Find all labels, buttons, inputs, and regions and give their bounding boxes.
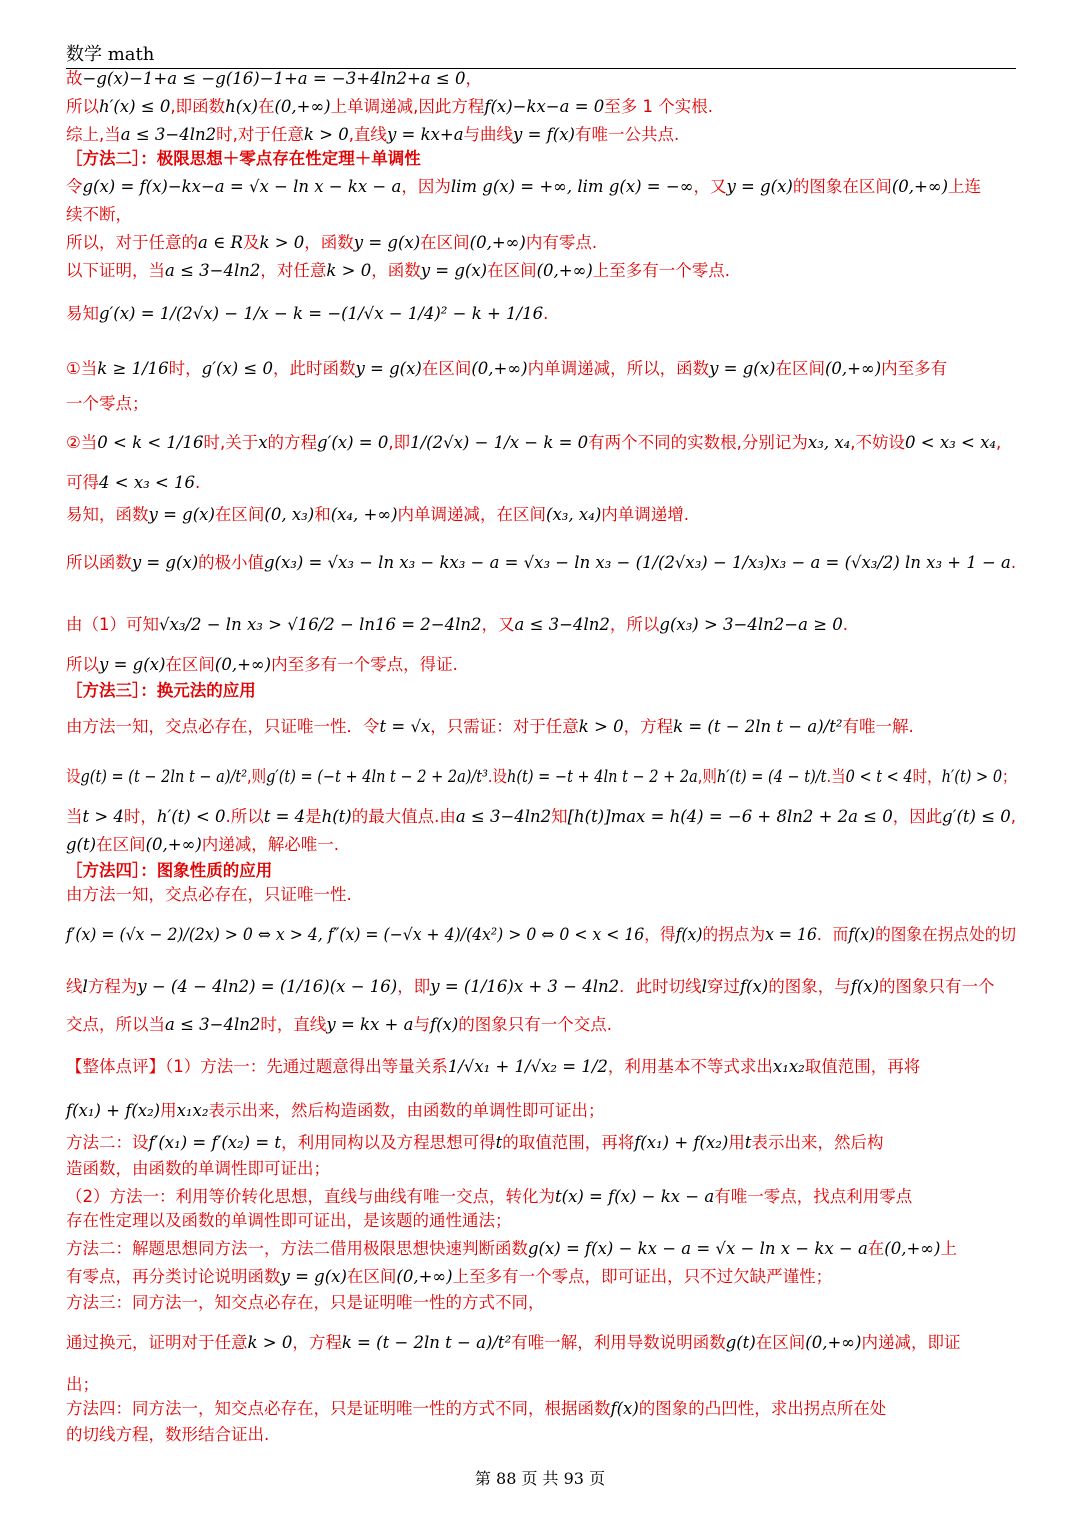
math-expression: f(x₁) + f(x₂): [66, 1101, 161, 1120]
text-line: [66, 504, 689, 526]
text-line: [66, 1398, 886, 1420]
text-span: ，对任意: [260, 261, 327, 280]
text-span: 的图象只有一个交点.: [458, 1015, 613, 1034]
text-span: 上至多有一个零点，即可证出，只不过欠缺严谨性；: [452, 1267, 833, 1286]
text-span: 方法四：同方法一，知交点必存在，只是证明唯一性的方式不同，根据函数: [66, 1399, 611, 1418]
text-span: ，因此: [892, 807, 943, 826]
text-span: ,: [1010, 807, 1017, 826]
text-span: .: [543, 304, 549, 323]
math-expression: f(x)−kx−a = 0: [484, 97, 605, 116]
math-expression: h(t): [321, 807, 352, 826]
page-header: [66, 40, 1016, 69]
text-span: 的取值范围，再将: [502, 1133, 635, 1152]
math-expression: (x₄, +∞): [330, 505, 398, 524]
text-span: 内单调递减，所以，函数: [527, 359, 710, 378]
text-span: ，利用基本不等式求出: [607, 1057, 773, 1076]
text-span: ，利用同构以及方程思想可得: [281, 1133, 496, 1152]
text-span: 【整体点评】（1）方法一：先通过题意得出等量关系: [66, 1057, 448, 1076]
text-line: [66, 1238, 957, 1260]
text-span: 内有零点.: [525, 233, 598, 252]
math-expression: (0,+∞): [805, 1333, 862, 1352]
text-span: 上至多有一个零点.: [592, 261, 731, 280]
text-line: [66, 1266, 832, 1288]
text-span: 与曲线: [463, 125, 514, 144]
math-expression: l: [701, 977, 707, 996]
text-line: [66, 884, 352, 906]
text-span: 时，: [123, 807, 157, 826]
math-expression: x = 16: [765, 925, 817, 944]
text-line: [66, 716, 914, 738]
math-expression: t = √x: [379, 717, 431, 736]
math-expression: (0,+∞): [145, 835, 202, 854]
math-expression: h(x): [225, 97, 258, 116]
math-expression: k > 0: [578, 717, 624, 736]
math-expression: y = g(x): [420, 261, 488, 280]
math-expression: a ≤ 3−4ln2: [120, 125, 217, 144]
math-expression: f′(x₁) = f′(x₂) = t: [148, 1133, 282, 1152]
text-span: 以下证明，当: [66, 261, 165, 280]
text-span: 续不断，: [66, 205, 132, 224]
math-expression: g′(x) ≤ 0: [201, 359, 273, 378]
math-expression: g′(x) = 0: [317, 433, 389, 452]
math-expression: k > 0: [247, 1333, 293, 1352]
math-expression: y − (4 − 4ln2) = (1/16)(x − 16): [137, 977, 398, 996]
math-expression: f(x): [675, 925, 703, 944]
math-expression: y = f(x): [513, 125, 575, 144]
math-expression: k = (t − 2ln t − a)/t²: [673, 717, 843, 736]
text-line: [66, 552, 1016, 574]
math-expression: f(x): [610, 1399, 639, 1418]
text-span: ；: [1002, 767, 1017, 786]
math-expression: y = g(x): [131, 553, 199, 572]
text-span: ,即: [388, 433, 411, 452]
text-line: [66, 358, 947, 380]
math-expression: l: [82, 977, 88, 996]
math-expression: (x₃, x₄): [546, 505, 602, 524]
text-span: 用: [728, 1133, 745, 1152]
text-line: [66, 1292, 545, 1314]
text-span: 及: [242, 233, 260, 252]
text-line: [66, 766, 1017, 788]
text-span: 所以: [66, 655, 99, 674]
text-span: 的图象的凸凹性，求出拐点所在处: [638, 1399, 887, 1418]
text-line: [66, 303, 548, 325]
math-expression: (0,+∞): [396, 1267, 453, 1286]
text-span: ,不妨设: [850, 433, 906, 452]
math-expression: y = g(x): [148, 505, 215, 524]
math-expression: h(t) = −t + 4ln t − 2 + 2a: [507, 767, 698, 786]
text-span: 由方法一知，交点必存在，只证唯一性．令: [66, 717, 380, 736]
text-span: 取值范围，再将: [804, 1057, 921, 1076]
text-span: .: [1010, 553, 1017, 572]
math-expression: g(x) = f(x) − kx − a = √x − ln x − kx − a: [528, 1239, 868, 1258]
text-span: 由（1）可知: [66, 615, 159, 634]
math-expression: g(x₃) > 3−4ln2−a ≥ 0: [659, 615, 843, 634]
math-expression: y = g(x): [726, 177, 793, 196]
text-span: ．而: [816, 925, 849, 944]
math-expression: y = g(x): [355, 359, 422, 378]
math-expression: t = 4: [263, 807, 306, 826]
text-line: [66, 1332, 960, 1354]
text-span: 在区间: [420, 233, 470, 252]
math-expression: y = g(x): [280, 1267, 347, 1286]
text-line: [66, 1158, 330, 1180]
text-span: 内至多有一个零点，得证.: [271, 655, 458, 674]
text-line: [66, 834, 339, 856]
math-expression: x₁x₂: [176, 1101, 209, 1120]
text-span: .设: [487, 767, 508, 786]
method-heading: ［方法三］：换元法的应用: [66, 681, 256, 700]
text-line: [66, 680, 256, 702]
math-expression: h′(t) = (4 − t)/t: [716, 767, 827, 786]
math-expression: 1/√x₁ + 1/√x₂ = 1/2: [447, 1057, 608, 1076]
text-line: [66, 124, 679, 146]
text-span: 的图象在区间: [792, 177, 892, 196]
math-expression: h′(x) ≤ 0: [99, 97, 171, 116]
text-span: 用: [160, 1101, 177, 1120]
text-span: 有两个不同的实数根,分别记为: [588, 433, 808, 452]
text-line: [66, 68, 482, 90]
text-span: 上单调递减,因此方程: [330, 97, 485, 116]
math-expression: 0 < x₃ < x₄: [905, 433, 996, 452]
math-expression: f(x): [739, 977, 769, 996]
math-expression: y = kx + a: [326, 1015, 414, 1034]
math-expression: (0,+∞): [471, 359, 528, 378]
text-line: [66, 260, 730, 282]
math-expression: [h(t)]max = h(4) = −6 + 8ln2 + 2a ≤ 0: [567, 807, 893, 826]
text-span: 方程为: [87, 977, 138, 996]
math-expression: x₃, x₄: [807, 433, 851, 452]
math-expression: (0,+∞): [824, 359, 882, 378]
text-span: 时，: [912, 767, 942, 786]
text-span: 在区间: [487, 261, 537, 280]
math-expression: (0,+∞): [891, 177, 949, 196]
text-span: 时,对于任意: [216, 125, 304, 144]
text-line: [66, 1056, 920, 1078]
math-expression: 0 < t < 4: [845, 767, 913, 786]
text-span: 存在性定理以及函数的单调性即可证出，是该题的通性通法；: [66, 1211, 512, 1230]
text-span: 在区间: [346, 1267, 397, 1286]
text-span: 穿过: [706, 977, 740, 996]
text-line: [66, 176, 981, 198]
text-line: [66, 1014, 612, 1036]
math-expression: k > 0: [326, 261, 372, 280]
text-span: 有唯一解，利用导数说明函数: [511, 1333, 726, 1352]
text-span: ,即函数: [170, 97, 226, 116]
text-span: 的图象只有一个: [879, 977, 995, 996]
text-span: .所以: [225, 807, 264, 826]
math-expression: a ≤ 3−4ln2: [165, 1015, 261, 1034]
text-span: ,则: [697, 767, 717, 786]
text-span: ，: [465, 69, 482, 88]
math-expression: y = kx+a: [386, 125, 464, 144]
math-expression: k > 0: [259, 233, 305, 252]
text-span: 在: [867, 1239, 885, 1258]
text-span: ,直线: [348, 125, 387, 144]
text-line: [66, 96, 713, 118]
math-expression: a ∈ R: [198, 233, 243, 252]
math-expression: (0,+∞): [274, 97, 331, 116]
text-span: 在区间: [96, 835, 146, 854]
text-span: ，方程: [292, 1333, 342, 1352]
text-line: [66, 1374, 99, 1396]
math-expression: 1/(2√x) − 1/x − k = 0: [410, 433, 589, 452]
text-span: 的切线方程，数形结合证出.: [66, 1425, 270, 1444]
math-expression: 0 < k < 1/16: [97, 433, 204, 452]
math-expression: g(x) = f(x)−kx−a = √x − ln x − kx − a: [82, 177, 402, 196]
math-expression: h′(t) < 0: [156, 807, 226, 826]
text-span: 在区间: [755, 1333, 806, 1352]
text-span: 内单调递减，在区间: [397, 505, 547, 524]
method-heading: ［方法二］：极限思想＋零点存在性定理＋单调性: [66, 149, 421, 168]
text-line: [66, 860, 272, 882]
method-heading: ［方法四］：图象性质的应用: [66, 861, 273, 880]
text-line: [66, 472, 200, 494]
text-span: ，又: [481, 615, 515, 634]
text-span: ，方程: [623, 717, 674, 736]
math-expression: x₁x₂: [772, 1057, 805, 1076]
text-span: ，函数: [304, 233, 354, 252]
math-expression: k = (t − 2ln t − a)/t²: [341, 1333, 512, 1352]
math-expression: g(x₃) = √x₃ − ln x₃ − kx₃ − a = √x₃ − ln x₃ − (1/(2√x₃) − 1/x₃)x₃ − a = (√x₃/2) ln x₃ + 1 − a: [263, 553, 1011, 572]
text-span: 通过换元，证明对于任意: [66, 1333, 248, 1352]
math-expression: a ≤ 3−4ln2: [514, 615, 610, 634]
text-span: 在区间: [775, 359, 825, 378]
text-span: 出；: [66, 1375, 99, 1394]
text-span: 和: [314, 505, 331, 524]
text-span: 内递减，解必唯一.: [201, 835, 340, 854]
math-expression: (0,+∞): [469, 233, 526, 252]
text-span: 在区间: [421, 359, 472, 378]
text-span: 在区间: [165, 655, 215, 674]
text-span: 时，: [168, 359, 202, 378]
math-expression: (0,+∞): [214, 655, 272, 674]
text-span: 时，直线: [260, 1015, 327, 1034]
text-span: ，又: [693, 177, 727, 196]
math-expression: g′(t) ≤ 0: [942, 807, 1011, 826]
text-span: ，因为: [401, 177, 451, 196]
text-span: 由方法一知，交点必存在，只证唯一性.: [66, 885, 352, 904]
math-expression: y = g(x): [353, 233, 421, 252]
text-span: 一个零点；: [66, 394, 149, 413]
text-span: 在区间: [214, 505, 265, 524]
math-expression: y = g(x): [99, 655, 166, 674]
math-expression: 4 < x₃ < 16: [99, 473, 196, 492]
text-line: [66, 1424, 269, 1446]
math-expression: t: [495, 1133, 503, 1152]
text-span: 至多 1 个实根.: [604, 97, 714, 116]
text-line: [66, 1132, 883, 1154]
text-span: 的极小值: [198, 553, 264, 572]
text-span: .: [195, 473, 201, 492]
math-expression: (0,+∞): [884, 1239, 941, 1258]
text-line: [66, 393, 149, 415]
text-span: 所以，对于任意的: [66, 233, 198, 252]
text-span: 内至多有: [881, 359, 948, 378]
text-line: [66, 976, 995, 998]
text-span: ，即: [397, 977, 431, 996]
text-span: 有零点，再分类讨论说明函数: [66, 1267, 281, 1286]
math-expression: f(x): [850, 977, 880, 996]
text-line: [66, 924, 1016, 946]
text-span: ,则: [247, 767, 267, 786]
math-expression: x: [258, 433, 268, 452]
text-span: 交点，所以当: [66, 1015, 165, 1034]
text-line: [66, 232, 597, 254]
text-span: 的方程: [267, 433, 318, 452]
text-span: 内递减，即证: [861, 1333, 961, 1352]
math-expression: a ≤ 3−4ln2: [165, 261, 261, 280]
text-span: 的拐点为: [702, 925, 766, 944]
header-title: 数学 math: [66, 44, 155, 65]
math-expression: k ≥ 1/16: [97, 359, 169, 378]
text-span: ，所以: [609, 615, 660, 634]
text-span: 所以函数: [66, 553, 132, 572]
math-expression: (0, x₃): [264, 505, 315, 524]
text-span: 可得: [66, 473, 99, 492]
text-span: .当: [826, 767, 846, 786]
text-span: ．此时切线: [619, 977, 702, 996]
text-span: 易知，函数: [66, 505, 149, 524]
text-span: （2）方法一：利用等价转化思想，直线与曲线有唯一交点，转化为: [66, 1187, 555, 1206]
text-span: 上连: [948, 177, 982, 196]
text-line: [66, 1100, 604, 1122]
text-line: [66, 1210, 512, 1232]
text-span: 在: [257, 97, 275, 116]
text-span: 线: [66, 977, 83, 996]
math-expression: t: [744, 1133, 752, 1152]
math-expression: f(x): [848, 925, 876, 944]
page-footer: 第 88 页 共 93 页: [474, 1469, 606, 1488]
text-line: [66, 204, 132, 226]
text-span: ,: [995, 433, 1002, 452]
math-expression: y = (1/16)x + 3 − 4ln2: [430, 977, 620, 996]
text-span: 易知: [66, 304, 99, 323]
text-span: 与: [413, 1015, 430, 1034]
text-span: 造函数，由函数的单调性即可证出；: [66, 1159, 330, 1178]
text-line: [66, 432, 1001, 454]
math-expression: h′(t) > 0: [941, 767, 1003, 786]
math-expression: g(t): [725, 1333, 756, 1352]
math-expression: g′(t) = (−t + 4ln t − 2 + 2a)/t³: [266, 767, 488, 786]
math-expression: t > 4: [82, 807, 124, 826]
text-span: 方法二：设: [66, 1133, 149, 1152]
text-span: 是: [305, 807, 322, 826]
text-line: [66, 148, 421, 170]
math-expression: g′(x) = 1/(2√x) − 1/x − k = −(1/√x − 1/4)² − k + 1/16: [99, 304, 544, 323]
text-span: ②当: [66, 433, 98, 452]
text-line: [66, 614, 848, 636]
text-span: 当: [66, 807, 83, 826]
text-span: 内单调递增.: [601, 505, 690, 524]
math-expression: y = g(x): [709, 359, 776, 378]
text-span: 有唯一解.: [842, 717, 914, 736]
text-span: 所以: [66, 97, 99, 116]
text-span: 令: [66, 177, 83, 196]
text-span: 设: [66, 767, 81, 786]
text-span: 的图象，与: [768, 977, 851, 996]
text-span: ，只需证：对于任意: [430, 717, 579, 736]
text-line: [66, 1186, 912, 1208]
text-span: 知: [551, 807, 568, 826]
text-span: 有唯一零点，找点利用零点: [714, 1187, 913, 1206]
text-span: 综上,当: [66, 125, 121, 144]
text-span: ①当: [66, 359, 98, 378]
text-span: 的图象在拐点处的切: [875, 925, 1017, 944]
math-expression: a ≤ 3−4ln2: [455, 807, 552, 826]
math-expression: g(t) = (t − 2ln t − a)/t²: [80, 767, 248, 786]
text-span: 上: [940, 1239, 957, 1258]
text-span: 方法三：同方法一，知交点必存在，只是证明唯一性的方式不同，: [66, 1293, 545, 1312]
text-line: [66, 806, 1016, 828]
text-span: 表示出来，然后构: [751, 1133, 884, 1152]
math-expression: lim g(x) = +∞, lim g(x) = −∞: [450, 177, 694, 196]
math-expression: t(x) = f(x) − kx − a: [555, 1187, 715, 1206]
math-expression: (0,+∞): [536, 261, 593, 280]
text-span: 表示出来，然后构造函数，由函数的单调性即可证出；: [208, 1101, 605, 1120]
text-line: [66, 654, 458, 676]
math-expression: −g(x)−1+a ≤ −g(16)−1+a = −3+4ln2+a ≤ 0: [82, 69, 466, 88]
math-expression: g(t): [66, 835, 97, 854]
text-span: 的最大值点.由: [351, 807, 456, 826]
text-span: 时,关于: [203, 433, 259, 452]
math-expression: k > 0: [303, 125, 349, 144]
text-span: ，函数: [371, 261, 421, 280]
math-expression: f(x): [429, 1015, 459, 1034]
text-span: 有唯一公共点.: [574, 125, 680, 144]
text-span: ，此时函数: [272, 359, 356, 378]
math-expression: f′(x) = (√x − 2)/(2x) > 0 ⇔ x > 4, f″(x) = (−√x + 4)/(4x²) > 0 ⇔ 0 < x < 16: [66, 925, 645, 944]
text-span: .: [842, 615, 849, 634]
text-span: ，得: [644, 925, 676, 944]
text-span: 故: [66, 69, 83, 88]
text-span: 方法二：解题思想同方法一，方法二借用极限思想快速判断函数: [66, 1239, 528, 1258]
math-expression: f(x₁) + f(x₂): [634, 1133, 729, 1152]
math-expression: √x₃/2 − ln x₃ > √16/2 − ln16 = 2−4ln2: [159, 615, 482, 634]
